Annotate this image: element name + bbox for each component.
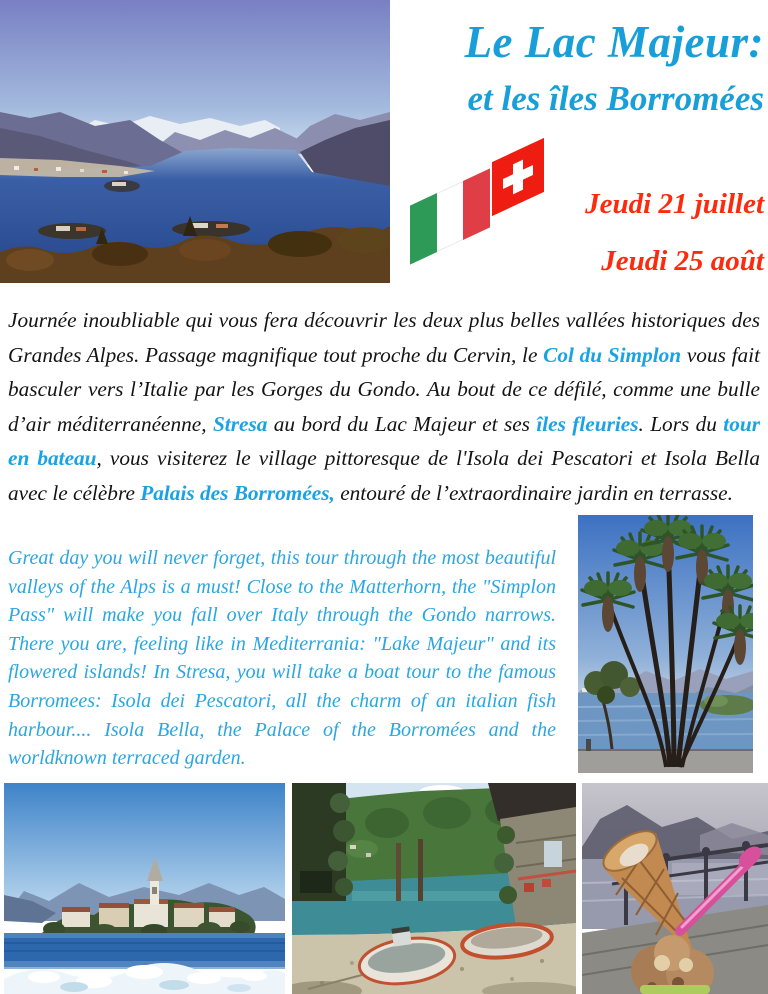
italy-flag-green-band — [410, 193, 437, 264]
date-line-2: Jeudi 25 août — [601, 245, 764, 277]
island-village-graphic — [4, 783, 285, 994]
italy-flag-white-band — [437, 181, 464, 252]
fr-text: au bord du Lac Majeur et ses — [267, 411, 537, 436]
fr-highlight-iles-fleuries: îles fleuries — [536, 411, 639, 436]
pergola — [292, 783, 355, 901]
title-line-1: Le Lac Majeur: — [464, 17, 764, 67]
palm-trees-lakeside-photo — [578, 515, 753, 773]
fr-highlight-palais-des-borromees: Palais des Borromées, — [140, 480, 335, 505]
french-description-paragraph — [8, 303, 760, 510]
english-description-paragraph: Great day you will never forget, this tour through the most beautiful valleys of the Alps is a must! Close to the Matterhorn, the "Simplon Pass" will make you fall over Italy through the Gondo narrows. There you are, feeling like in Mediterrania: "Lake Majeur" and its flowered islands! In Stresa, you will take a boat tour to the famous Borromees: Isola dei Pescatori, all the charm of an italian fish harbour.... Isola Bella, the Palace of the Borromées and the worldknown terraced garden. — [8, 547, 556, 770]
fr-text: vous fait basculer vers l’Italie par les Gorges du Gondo. Au bout de ce défilé, comme une bulle d’air méditerranéenne, — [8, 342, 760, 436]
page-title — [396, 14, 764, 120]
switzerland-flag — [492, 138, 544, 216]
ice-cream-lakeside-photo — [582, 783, 768, 994]
fr-text: entouré de l’extraordinaire jardin en terrasse. — [334, 480, 733, 505]
boats-on-beach-photo — [292, 783, 576, 994]
boats-beach-graphic — [292, 783, 576, 994]
date-line-1: Jeudi 21 juillet — [585, 188, 764, 220]
italy-flag-red-band — [463, 168, 490, 239]
isola-dei-pescatori-photo — [4, 783, 285, 994]
fr-highlight-tour-en-bateau: tour en bateau — [8, 411, 760, 470]
fr-text: , vous visiterez le village pittoresque de l'Isola dei Pescatori et Isola Bella avec le célèbre — [8, 446, 760, 505]
fr-highlight-col-du-simplon: Col du Simplon — [543, 342, 682, 367]
fr-text: . Lors du — [638, 411, 724, 436]
palm-trees-graphic — [578, 515, 753, 773]
lake-maggiore-panorama-photo — [0, 0, 390, 283]
title-line-2: et les îles Borromées — [467, 79, 764, 118]
fr-text: Journée inoubliable qui vous fera découvrir les deux plus belles vallées historiques des Grandes Alpes. Passage magnifique tout proche du Cervin, le — [8, 308, 760, 367]
ice-cream-graphic — [582, 783, 768, 994]
lake-panorama-graphic — [0, 0, 390, 283]
flags-group — [405, 140, 575, 280]
fr-highlight-stresa: Stresa — [212, 411, 268, 436]
tour-dates — [585, 176, 764, 290]
italy-flag — [410, 168, 490, 264]
